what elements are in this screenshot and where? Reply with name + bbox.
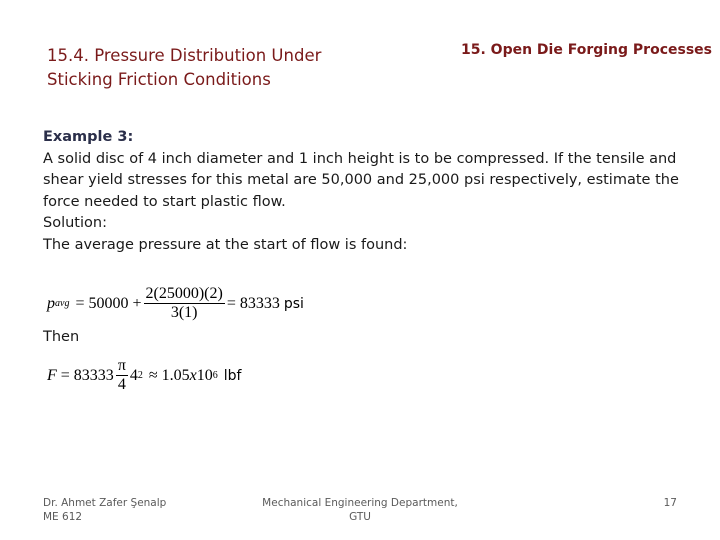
eq2-denominator: 4: [117, 376, 126, 393]
eq1-fraction: [144, 285, 225, 322]
eq2-approx: ≈ 1.05: [148, 366, 190, 384]
eq1-unit: psi: [283, 295, 304, 312]
eq2-unit: lbf: [223, 367, 242, 384]
slide-title-line2: Sticking Friction Conditions: [47, 70, 271, 89]
eq2-times: x: [189, 366, 197, 384]
eq1-denominator: 3(1): [170, 304, 198, 321]
eq2-base10: 10: [196, 366, 213, 384]
slide-title: [47, 44, 407, 92]
footer-course: ME 612: [43, 511, 83, 523]
eq2-power-exp: 2: [137, 370, 143, 381]
eq2-equals: = 83333: [60, 366, 114, 384]
eq2-power-base: 4: [129, 366, 138, 384]
solution-label: Solution:: [43, 215, 107, 231]
page-number: 17: [663, 497, 677, 509]
footer-author: [43, 496, 166, 524]
footer-department-line1: Mechanical Engineering Department,: [262, 497, 458, 509]
problem-text: A solid disc of 4 inch diameter and 1 inch height is to be compressed. If the tensile and shear yield stresses for this metal are 50,000 and 25,000 psi respectively, estimate the force needed to start plastic flow.: [43, 150, 679, 210]
avg-pressure-text: The average pressure at the start of flow is found:: [43, 236, 408, 253]
eq2-fraction: [116, 357, 128, 394]
section-title: 15. Open Die Forging Processes: [461, 42, 712, 58]
then-label: Then: [43, 329, 80, 345]
example-label: Example 3:: [43, 129, 134, 145]
eq1-lhs: p: [47, 294, 55, 312]
eq1-equals: = 50000 +: [75, 294, 142, 312]
eq1-result: = 83333: [226, 294, 280, 312]
eq2-exponent: 6: [212, 370, 218, 381]
footer-department: [262, 496, 458, 524]
equation-force: [47, 357, 242, 402]
eq2-numerator: π: [117, 357, 126, 374]
footer-author-name: Dr. Ahmet Zafer Şenalp: [43, 497, 167, 509]
eq1-numerator: 2(25000)(2): [145, 285, 223, 302]
footer-department-line2: GTU: [349, 511, 371, 523]
eq2-lhs: F: [47, 366, 57, 384]
eq1-lhs-subscript: avg: [55, 298, 70, 309]
content-body: [43, 127, 683, 256]
slide-title-line1: 15.4. Pressure Distribution Under: [47, 46, 322, 65]
equation-average-pressure: [47, 285, 304, 333]
